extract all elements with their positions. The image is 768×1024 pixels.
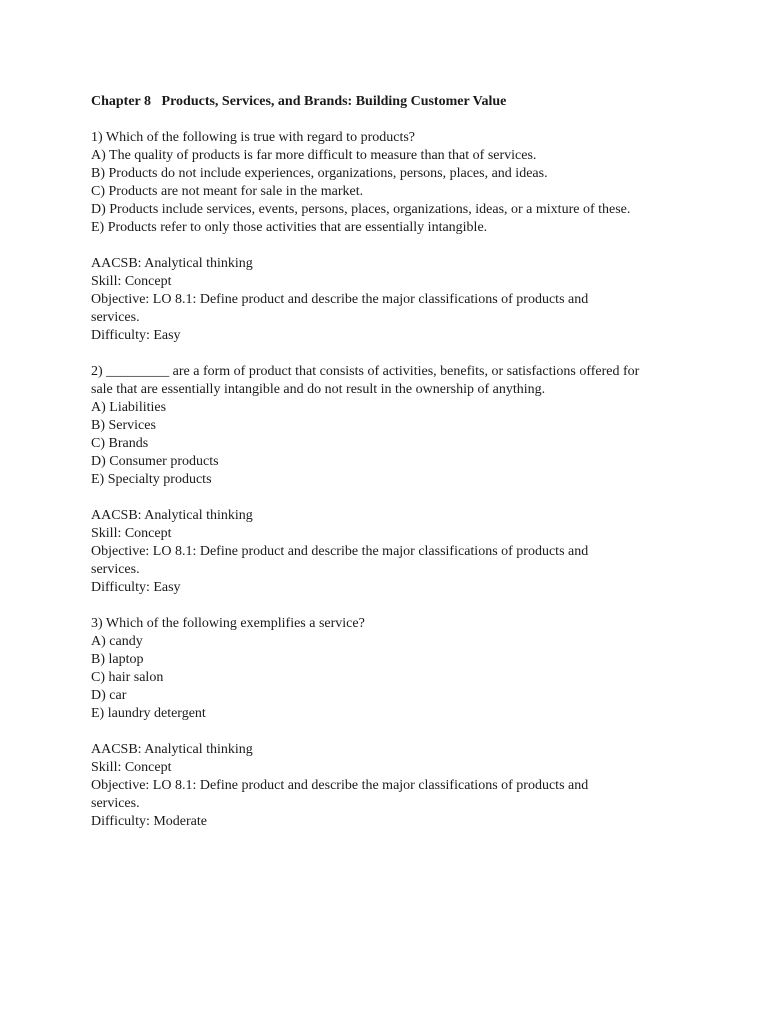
chapter-title: Chapter 8 Products, Services, and Brands: Building Customer Value — [91, 94, 507, 109]
objective-label: Objective: LO 8.1: Define product and describe the major classifications of products and — [91, 544, 589, 559]
objective-label-continued: services. — [91, 310, 140, 325]
difficulty-label: Difficulty: Easy — [91, 328, 181, 343]
question-prompt: 2) _________ are a form of product that consists of activities, benefits, or satisfactions offered for — [91, 364, 640, 379]
question-prompt-continued: sale that are essentially intangible and do not result in the ownership of anything. — [91, 382, 546, 397]
question-prompt: 3) Which of the following exemplifies a service? — [91, 616, 365, 631]
answer-option-d: D) Consumer products — [91, 454, 219, 469]
answer-option-d: D) Products include services, events, persons, places, organizations, ideas, or a mixture of these. — [91, 202, 631, 217]
skill-label: Skill: Concept — [91, 526, 172, 541]
objective-label-continued: services. — [91, 796, 140, 811]
answer-option-e: E) Products refer to only those activities that are essentially intangible. — [91, 220, 488, 235]
skill-label: Skill: Concept — [91, 760, 172, 775]
question-2 — [91, 363, 691, 489]
objective-label: Objective: LO 8.1: Define product and describe the major classifications of products and — [91, 292, 589, 307]
aacsb-label: AACSB: Analytical thinking — [91, 256, 253, 271]
answer-option-a: A) candy — [91, 634, 143, 649]
question-1-metadata — [91, 255, 691, 345]
answer-option-d: D) car — [91, 688, 127, 703]
question-3 — [91, 615, 691, 723]
answer-option-a: A) Liabilities — [91, 400, 167, 415]
difficulty-label: Difficulty: Moderate — [91, 814, 207, 829]
question-3-metadata — [91, 741, 691, 831]
objective-label-continued: services. — [91, 562, 140, 577]
aacsb-label: AACSB: Analytical thinking — [91, 742, 253, 757]
difficulty-label: Difficulty: Easy — [91, 580, 181, 595]
question-prompt: 1) Which of the following is true with regard to products? — [91, 130, 415, 145]
skill-label: Skill: Concept — [91, 274, 172, 289]
answer-option-b: B) Services — [91, 418, 156, 433]
question-1 — [91, 129, 691, 237]
question-2-metadata — [91, 507, 691, 597]
answer-option-a: A) The quality of products is far more difficult to measure than that of services. — [91, 148, 537, 163]
answer-option-c: C) Products are not meant for sale in the market. — [91, 184, 364, 199]
answer-option-b: B) Products do not include experiences, organizations, persons, places, and ideas. — [91, 166, 548, 181]
document-page — [91, 93, 691, 849]
objective-label: Objective: LO 8.1: Define product and describe the major classifications of products and — [91, 778, 589, 793]
aacsb-label: AACSB: Analytical thinking — [91, 508, 253, 523]
answer-option-c: C) hair salon — [91, 670, 164, 685]
answer-option-e: E) laundry detergent — [91, 706, 206, 721]
answer-option-e: E) Specialty products — [91, 472, 212, 487]
answer-option-b: B) laptop — [91, 652, 144, 667]
answer-option-c: C) Brands — [91, 436, 149, 451]
